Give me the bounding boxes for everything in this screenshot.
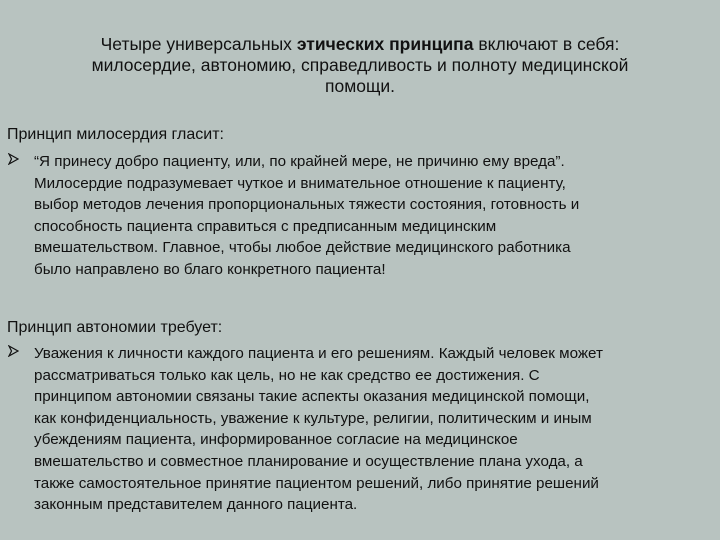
mercy-line: способность пациента справиться с предписанным медицинским	[34, 217, 497, 235]
autonomy-line: рассматриваться только как цель, но не как средство ее достижения. С	[34, 366, 540, 384]
mercy-line: выбор методов лечения пропорциональных тяжести состояния, готовность и	[34, 196, 580, 214]
autonomy-line: убеждениям пациента, информированное согласие на медицинское	[34, 431, 518, 449]
mercy-paragraph	[34, 151, 714, 281]
autonomy-line: принципом автономии связаны такие аспекты оказания медицинской помощи,	[34, 388, 590, 406]
autonomy-line: Уважения к личности каждого пациента и его решениям. Каждый человек может	[34, 345, 603, 362]
mercy-line: вмешательством. Главное, чтобы любое действие медицинского работника	[34, 239, 571, 257]
mercy-line: Милосердие подразумевает чуткое и внимательное отношение к пациенту,	[34, 174, 566, 192]
title-text-end: включают в себя:	[473, 34, 620, 54]
autonomy-line: как конфиденциальность, уважение к культуре, религии, политическим и иным	[34, 409, 592, 427]
title-line-3: помощи.	[324, 76, 395, 96]
arrow-bullet-icon	[8, 343, 28, 363]
title-emphasis: этических принципа	[296, 34, 474, 54]
title-line-2: милосердие, автономию, справедливость и полноту медицинской	[91, 55, 629, 75]
title-text-start: Четыре универсальных	[100, 34, 297, 54]
title-line-1	[40, 34, 680, 55]
slide-title	[40, 34, 680, 97]
autonomy-line: законным представителем данного пациента.	[34, 496, 358, 514]
autonomy-line: также самостоятельное принятие пациентом решений, либо принятие решений	[34, 474, 599, 492]
arrow-bullet-icon	[8, 151, 28, 171]
mercy-line: “Я принесу добро пациенту, или, по крайней мере, не причиню ему вреда”.	[34, 153, 565, 170]
mercy-line: было направлено во благо конкретного пациента!	[34, 260, 386, 278]
autonomy-heading: Принцип автономии требует:	[7, 319, 223, 336]
autonomy-line: вмешательство и совместное планирование и осуществление плана ухода, а	[34, 452, 583, 470]
mercy-heading: Принцип милосердия гласит:	[7, 126, 224, 143]
autonomy-paragraph	[34, 343, 714, 516]
